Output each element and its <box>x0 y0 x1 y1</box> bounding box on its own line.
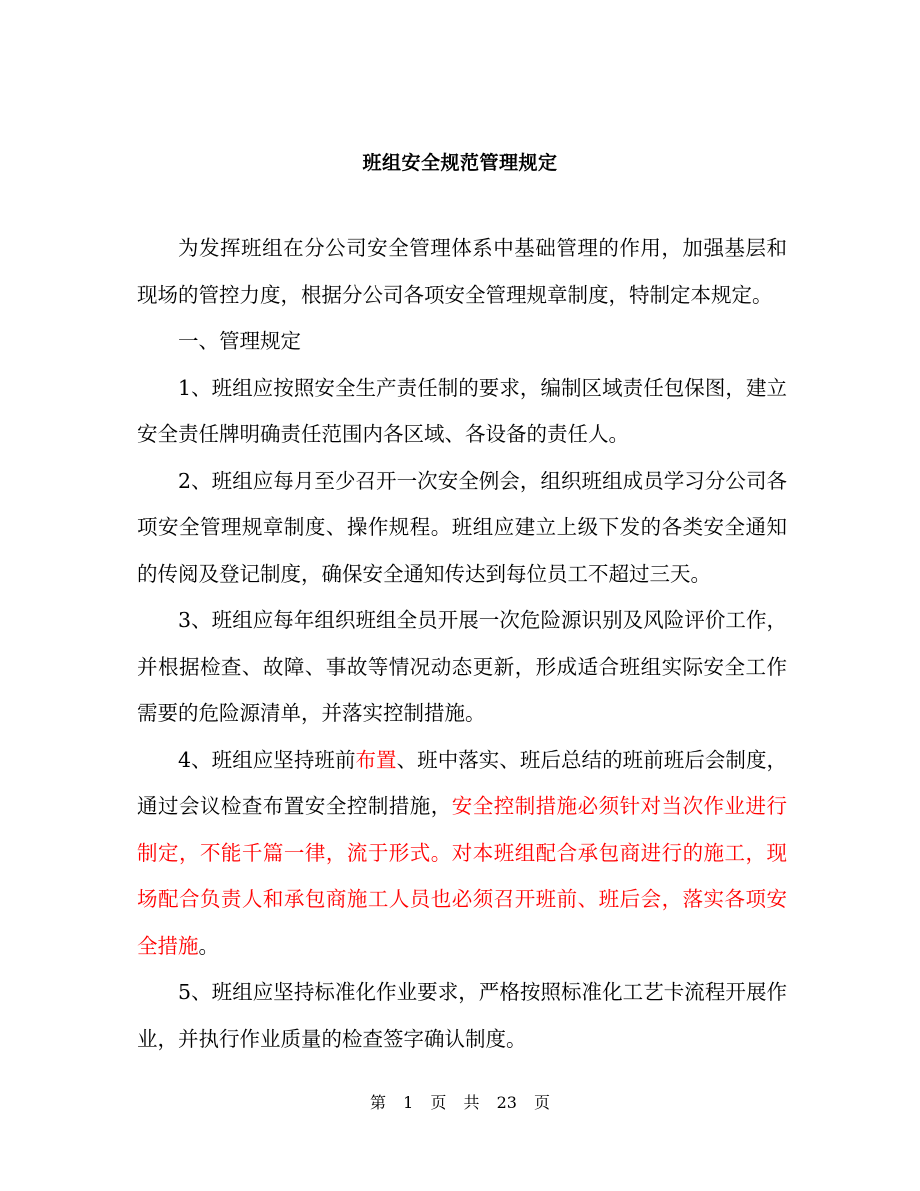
rule-item-4-text-b: 、班中落实、班后总结的班前班后会制度，通过会议检查布置安全控制措施， <box>137 747 788 818</box>
footer-label-of: 页 <box>430 1093 447 1112</box>
page-footer <box>0 1090 920 1113</box>
rule-item-4-text-a: 4、班组应坚持班前 <box>178 747 356 772</box>
footer-label-pages: 页 <box>534 1093 551 1112</box>
rule-item-1: 1、班组应按照安全生产责任制的要求，编制区域责任包保图，建立安全责任牌明确责任范围内各区域、各设备的责任人。 <box>137 375 787 446</box>
section-heading: 一、管理规定 <box>178 329 301 353</box>
intro-paragraph: 为发挥班组在分公司安全管理体系中基础管理的作用，加强基层和现场的管控力度，根据分公司各项安全管理规章制度，特制定本规定。 <box>137 236 787 307</box>
rule-item-4-highlight-b: 安全控制措施必须针对当次作业进行制定，不能千篇一律，流于形式。对本班组配合承包商进行的施工，现场配合负责人和承包商施工人员也必须召开班前、班后会，落实各项安全措施 <box>137 794 787 958</box>
document-title: 班组安全规范管理规定 <box>362 152 558 174</box>
footer-total-pages: 23 <box>496 1093 517 1112</box>
rule-item-3: 3、班组应每年组织班组全员开展一次危险源识别及风险评价工作，并根据检查、故障、事故等情况动态更新，形成适合班组实际安全工作需要的危险源清单，并落实控制措施。 <box>137 608 787 725</box>
rule-item-2: 2、班组应每月至少召开一次安全例会，组织班组成员学习分公司各项安全管理规章制度、操作规程。班组应建立上级下发的各类安全通知的传阅及登记制度，确保安全通知传达到每位员工不超过三天。 <box>137 468 787 586</box>
footer-label-page: 第 <box>369 1093 386 1112</box>
rule-item-4-highlight-a: 布置 <box>355 747 397 772</box>
footer-current-page: 1 <box>403 1093 414 1112</box>
rule-item-4 <box>137 737 787 970</box>
rule-item-4-text-c: 。 <box>198 933 219 958</box>
document-body <box>137 225 787 1062</box>
footer-label-total: 共 <box>463 1093 480 1112</box>
rule-item-5: 5、班组应坚持标准化作业要求，严格按照标准化工艺卡流程开展作业，并执行作业质量的检查签字确认制度。 <box>137 980 787 1051</box>
